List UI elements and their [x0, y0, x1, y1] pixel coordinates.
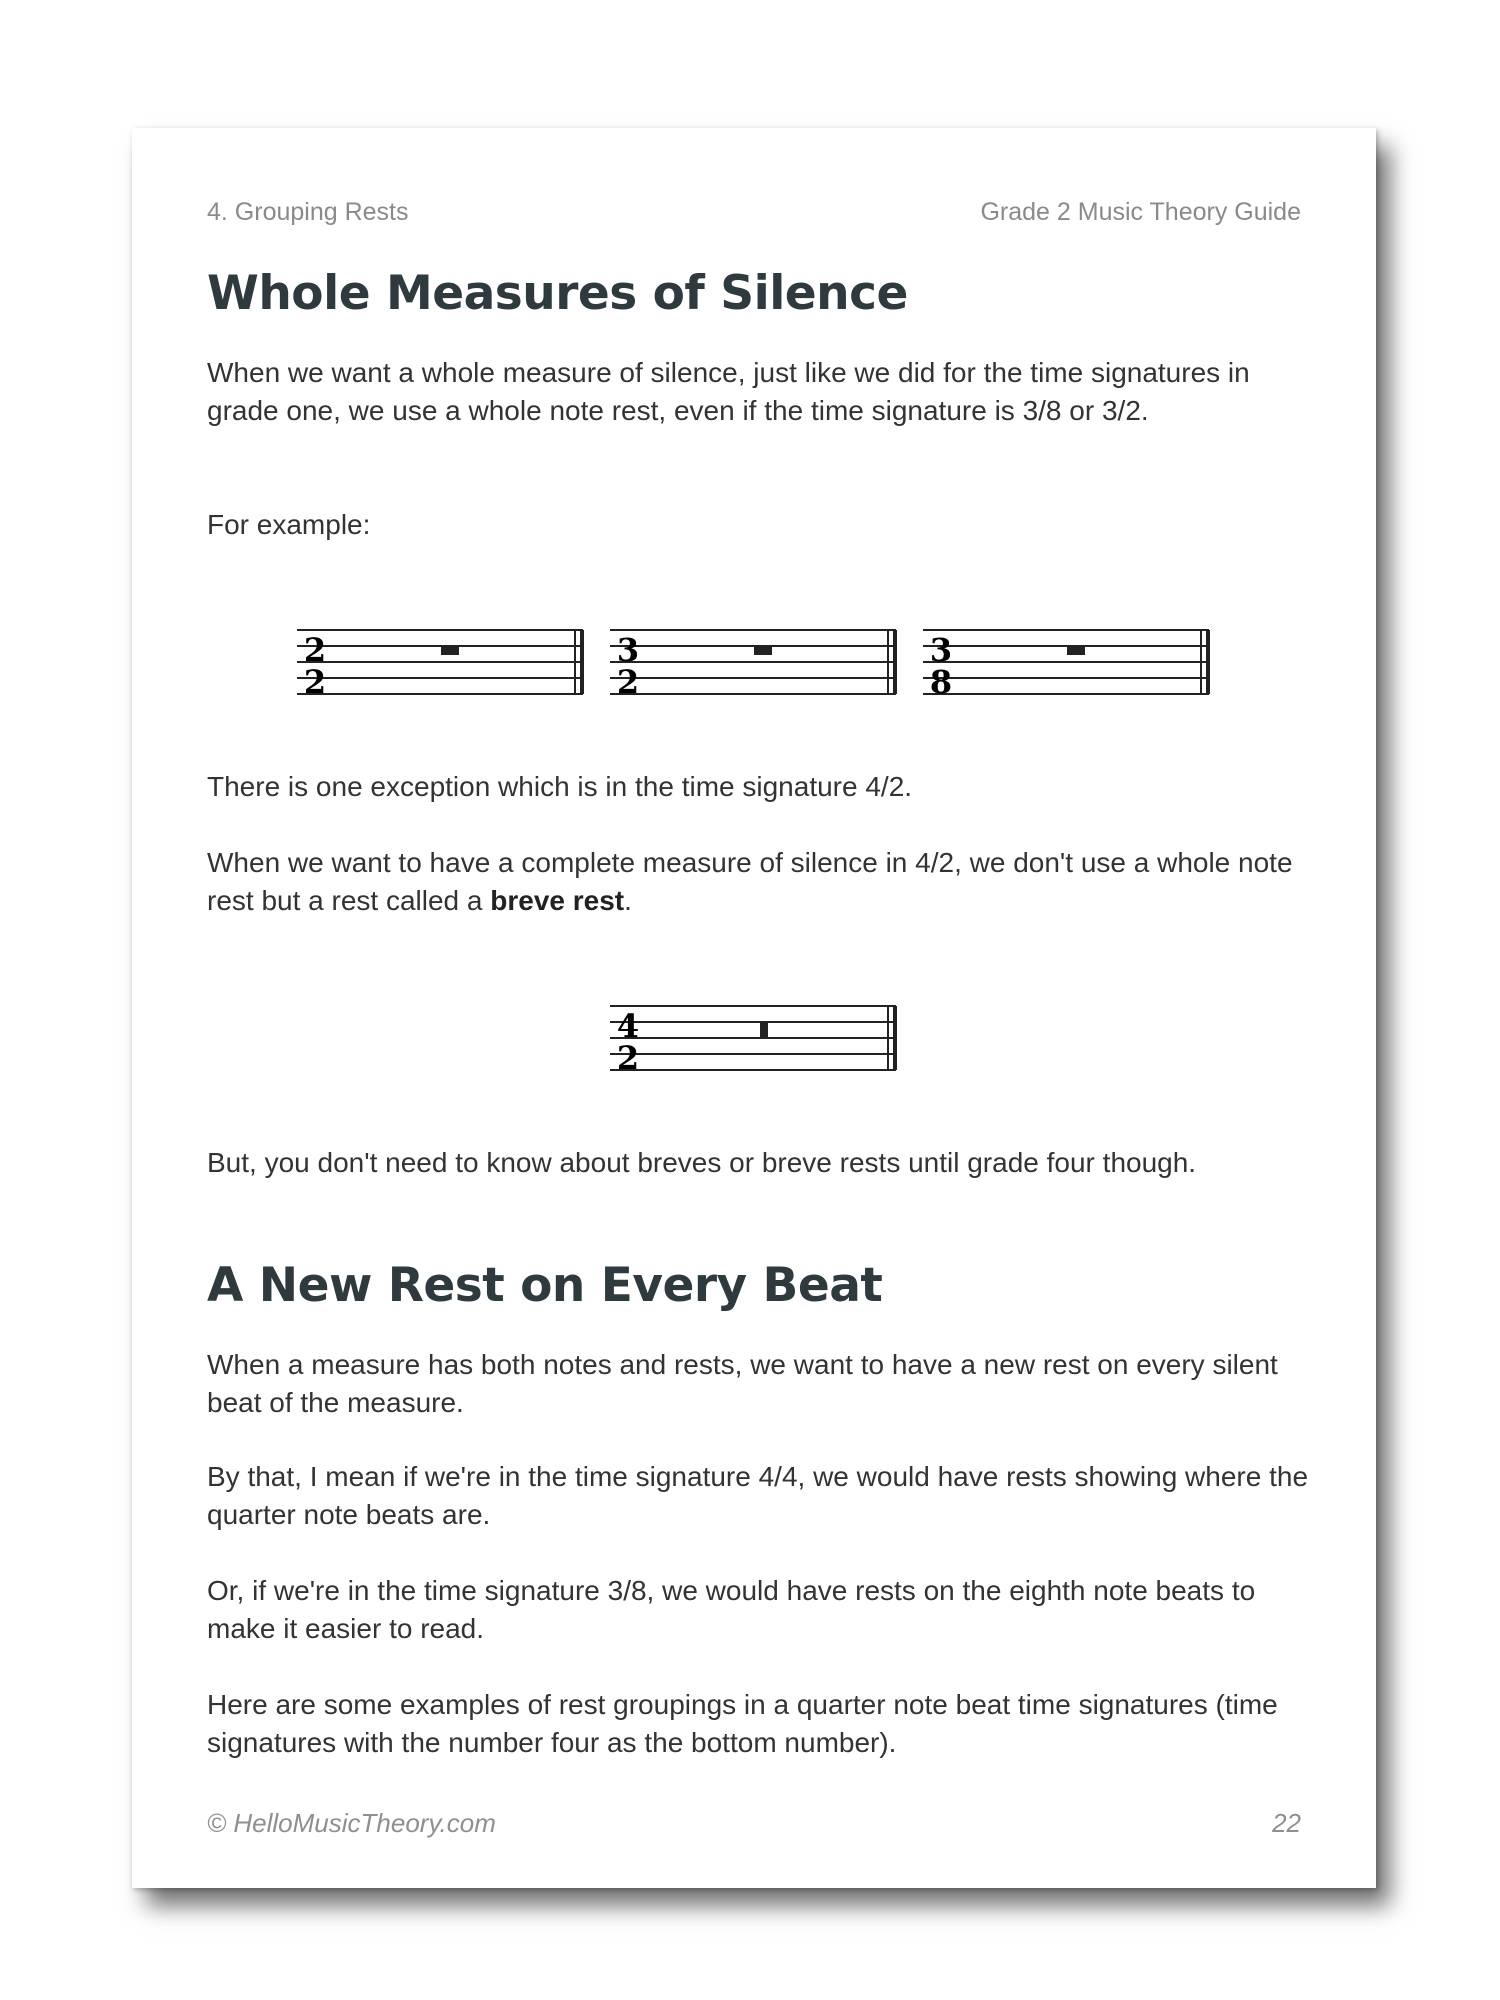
chapter-title: 4. Grouping Rests [207, 198, 409, 226]
section-heading-whole-measures: Whole Measures of Silence [207, 266, 908, 321]
paragraph: But, you don't need to know about breves or breve rests until grade four though. [207, 1147, 1197, 1178]
time-signature-bottom: 8 [929, 663, 953, 701]
time-signature-bottom: 2 [303, 663, 327, 701]
whole-rest-icon [441, 646, 459, 655]
paragraph: When we want a whole measure of silence, just like we did for the time signatures in grade one, we use a whole note rest, even if the time signature is 3/8 or 3/2. [207, 357, 1250, 426]
whole-rest-icon [1067, 646, 1085, 655]
document-page [132, 128, 1376, 1888]
book-title: Grade 2 Music Theory Guide [980, 198, 1301, 226]
music-staff-3-2 [610, 618, 900, 708]
music-staff-3-8 [923, 618, 1213, 708]
paragraph: When a measure has both notes and rests, we want to have a new rest on every silent beat of the measure. [207, 1349, 1278, 1418]
paragraph: Here are some examples of rest groupings in a quarter note beat time signatures (time signatures with the number four as the bottom number). [207, 1689, 1278, 1758]
time-signature-bottom: 2 [616, 1039, 640, 1077]
music-staff-4-2 [610, 994, 900, 1084]
time-signature-top: 2 [303, 631, 327, 669]
paragraph: By that, I mean if we're in the time signature 4/4, we would have rests showing where the quarter note beats are. [207, 1461, 1309, 1530]
music-staff-2-2 [297, 618, 587, 708]
paragraph: Or, if we're in the time signature 3/8, we would have rests on the eighth note beats to make it easier to read. [207, 1575, 1256, 1644]
section-heading-new-rest: A New Rest on Every Beat [207, 1258, 883, 1313]
page-number: 22 [1272, 1808, 1301, 1838]
time-signature-top: 4 [616, 1007, 640, 1045]
paragraph: There is one exception which is in the time signature 4/2. [207, 771, 913, 802]
paragraph-breve [207, 844, 1317, 920]
whole-rest-icon [754, 646, 772, 655]
breve-rest-icon [760, 1022, 768, 1039]
time-signature-top: 3 [616, 631, 640, 669]
paragraph-text: When we want to have a complete measure of silence in 4/2, we don't use a whole note rest but a rest called a [207, 847, 1293, 916]
time-signature-top: 3 [929, 631, 953, 669]
paragraph-text: . [624, 885, 632, 916]
paragraph: For example: [207, 509, 371, 540]
time-signature-bottom: 2 [616, 663, 640, 701]
breve-rest-term: breve rest [490, 885, 625, 916]
copyright-text: © HelloMusicTheory.com [207, 1808, 496, 1838]
